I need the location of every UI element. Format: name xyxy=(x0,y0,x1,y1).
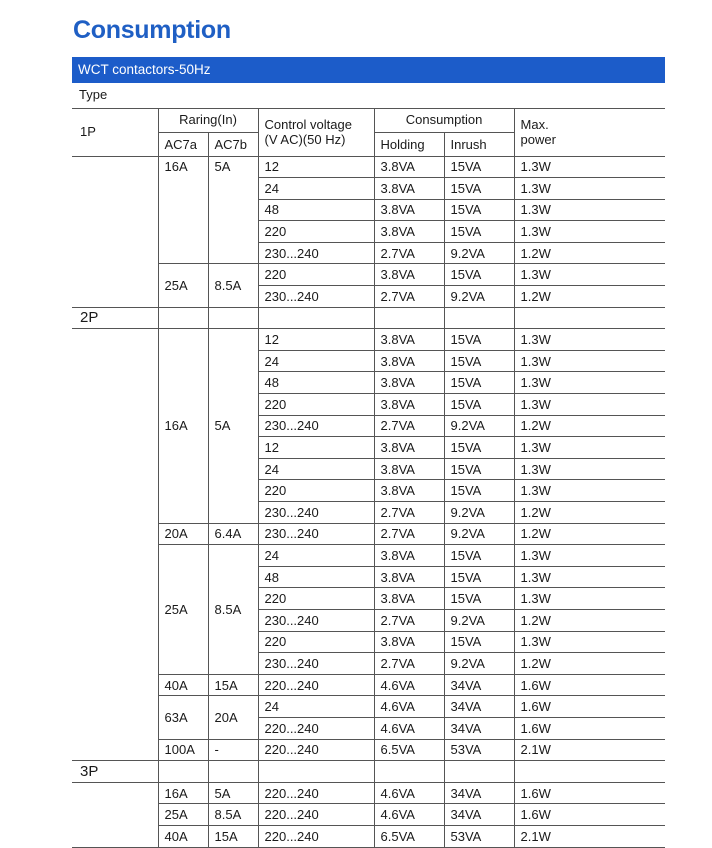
table-row xyxy=(72,156,665,178)
inrush-cell: 15VA xyxy=(444,458,514,480)
control-voltage-cell: 24 xyxy=(258,178,374,200)
max-power-cell: 1.2W xyxy=(514,415,665,437)
holding-cell: 4.6VA xyxy=(374,674,444,696)
holding-cell: 3.8VA xyxy=(374,199,444,221)
pole-spacer-cell xyxy=(72,329,158,761)
holding-cell: 4.6VA xyxy=(374,696,444,718)
holding-cell: 2.7VA xyxy=(374,286,444,308)
inrush-cell: 9.2VA xyxy=(444,502,514,524)
ac7b-cell: 5A xyxy=(208,782,258,804)
ac7b-cell: 8.5A xyxy=(208,804,258,826)
table-row xyxy=(72,264,665,286)
holding-header: Holding xyxy=(374,132,444,156)
inrush-cell: 15VA xyxy=(444,437,514,459)
table-row xyxy=(72,739,665,761)
max-power-cell: 1.3W xyxy=(514,566,665,588)
inrush-header: Inrush xyxy=(444,132,514,156)
ac7b-header: AC7b xyxy=(208,132,258,156)
control-voltage-cell: 220 xyxy=(258,631,374,653)
control-voltage-cell: 230...240 xyxy=(258,415,374,437)
header-row-1 xyxy=(72,108,665,132)
ac7a-cell: 16A xyxy=(158,329,208,523)
control-voltage-header: Control voltage (V AC)(50 Hz) xyxy=(258,108,374,156)
max-power-cell: 1.6W xyxy=(514,717,665,739)
inrush-cell: 9.2VA xyxy=(444,609,514,631)
max-power-cell: 2.1W xyxy=(514,739,665,761)
holding-cell: 2.7VA xyxy=(374,653,444,675)
empty-cell xyxy=(158,307,208,329)
inrush-cell: 15VA xyxy=(444,350,514,372)
consumption-header: Consumption xyxy=(374,108,514,132)
holding-cell: 2.7VA xyxy=(374,609,444,631)
ac7b-cell: 15A xyxy=(208,674,258,696)
table-row xyxy=(72,329,665,351)
control-voltage-cell: 220...240 xyxy=(258,739,374,761)
max-power-cell: 1.2W xyxy=(514,502,665,524)
table-row xyxy=(72,545,665,567)
max-power-cell: 1.3W xyxy=(514,480,665,502)
empty-cell xyxy=(158,761,208,783)
inrush-cell: 15VA xyxy=(444,329,514,351)
max-power-cell: 1.3W xyxy=(514,156,665,178)
holding-cell: 4.6VA xyxy=(374,782,444,804)
holding-cell: 3.8VA xyxy=(374,480,444,502)
table-row xyxy=(72,804,665,826)
ac7a-cell: 100A xyxy=(158,739,208,761)
max-power-cell: 1.2W xyxy=(514,653,665,675)
max-power-cell: 1.3W xyxy=(514,437,665,459)
control-voltage-cell: 24 xyxy=(258,696,374,718)
ac7a-cell: 16A xyxy=(158,782,208,804)
control-voltage-cell: 230...240 xyxy=(258,502,374,524)
holding-cell: 3.8VA xyxy=(374,394,444,416)
holding-cell: 6.5VA xyxy=(374,739,444,761)
table-row xyxy=(72,782,665,804)
control-voltage-cell: 230...240 xyxy=(258,286,374,308)
empty-cell xyxy=(374,307,444,329)
inrush-cell: 15VA xyxy=(444,588,514,610)
holding-cell: 3.8VA xyxy=(374,178,444,200)
empty-cell xyxy=(258,307,374,329)
ac7b-cell: 15A xyxy=(208,825,258,847)
ac7a-cell: 25A xyxy=(158,545,208,675)
holding-cell: 4.6VA xyxy=(374,804,444,826)
max-power-cell: 1.3W xyxy=(514,631,665,653)
inrush-cell: 9.2VA xyxy=(444,286,514,308)
control-voltage-cell: 24 xyxy=(258,545,374,567)
ac7b-cell: 8.5A xyxy=(208,264,258,307)
inrush-cell: 15VA xyxy=(444,372,514,394)
holding-cell: 3.8VA xyxy=(374,566,444,588)
holding-cell: 3.8VA xyxy=(374,545,444,567)
holding-cell: 2.7VA xyxy=(374,502,444,524)
control-voltage-cell: 12 xyxy=(258,156,374,178)
holding-cell: 3.8VA xyxy=(374,588,444,610)
max-power-cell: 1.3W xyxy=(514,588,665,610)
pole-row xyxy=(72,761,665,783)
ac7b-cell: 6.4A xyxy=(208,523,258,545)
holding-cell: 2.7VA xyxy=(374,242,444,264)
holding-cell: 3.8VA xyxy=(374,372,444,394)
holding-cell: 3.8VA xyxy=(374,437,444,459)
control-voltage-cell: 230...240 xyxy=(258,242,374,264)
table-row xyxy=(72,674,665,696)
page-title: Consumption xyxy=(73,16,231,44)
inrush-cell: 15VA xyxy=(444,631,514,653)
empty-cell xyxy=(444,761,514,783)
holding-cell: 3.8VA xyxy=(374,329,444,351)
max-power-cell: 1.3W xyxy=(514,329,665,351)
holding-cell: 3.8VA xyxy=(374,156,444,178)
control-voltage-cell: 24 xyxy=(258,458,374,480)
control-voltage-cell: 48 xyxy=(258,566,374,588)
max-power-cell: 1.3W xyxy=(514,545,665,567)
inrush-cell: 9.2VA xyxy=(444,653,514,675)
ac7a-cell: 25A xyxy=(158,804,208,826)
inrush-cell: 34VA xyxy=(444,674,514,696)
control-voltage-cell: 220 xyxy=(258,394,374,416)
max-power-cell: 1.3W xyxy=(514,458,665,480)
max-power-cell: 1.2W xyxy=(514,286,665,308)
inrush-cell: 34VA xyxy=(444,717,514,739)
rating-header: Raring(In) xyxy=(158,108,258,132)
inrush-cell: 15VA xyxy=(444,199,514,221)
control-voltage-cell: 220...240 xyxy=(258,717,374,739)
control-voltage-cell: 220 xyxy=(258,264,374,286)
section-banner: WCT contactors-50Hz xyxy=(72,57,665,83)
control-voltage-cell: 220...240 xyxy=(258,674,374,696)
inrush-cell: 9.2VA xyxy=(444,242,514,264)
inrush-cell: 9.2VA xyxy=(444,523,514,545)
control-voltage-cell: 220...240 xyxy=(258,825,374,847)
control-voltage-cell: 220 xyxy=(258,588,374,610)
control-voltage-cell: 220 xyxy=(258,221,374,243)
empty-cell xyxy=(374,761,444,783)
inrush-cell: 53VA xyxy=(444,739,514,761)
ac7a-cell: 20A xyxy=(158,523,208,545)
max-power-cell: 1.6W xyxy=(514,674,665,696)
holding-cell: 3.8VA xyxy=(374,458,444,480)
control-voltage-cell: 12 xyxy=(258,437,374,459)
max-power-cell: 1.3W xyxy=(514,264,665,286)
inrush-cell: 15VA xyxy=(444,566,514,588)
inrush-cell: 15VA xyxy=(444,545,514,567)
table-row xyxy=(72,696,665,718)
max-power-cell: 1.3W xyxy=(514,372,665,394)
table-row xyxy=(72,523,665,545)
holding-cell: 3.8VA xyxy=(374,350,444,372)
pole-1p-label: 1P xyxy=(72,108,158,156)
max-power-cell: 1.3W xyxy=(514,394,665,416)
max-power-cell: 1.3W xyxy=(514,221,665,243)
inrush-cell: 15VA xyxy=(444,178,514,200)
control-voltage-cell: 48 xyxy=(258,372,374,394)
ac7b-cell: 8.5A xyxy=(208,545,258,675)
ac7a-cell: 25A xyxy=(158,264,208,307)
inrush-cell: 34VA xyxy=(444,804,514,826)
type-label: Type xyxy=(79,87,108,102)
ac7b-cell: 20A xyxy=(208,696,258,739)
max-power-cell: 1.6W xyxy=(514,782,665,804)
control-voltage-cell: 48 xyxy=(258,199,374,221)
pole-row xyxy=(72,307,665,329)
max-power-cell: 1.6W xyxy=(514,804,665,826)
empty-cell xyxy=(514,307,665,329)
max-power-cell: 1.2W xyxy=(514,523,665,545)
consumption-table-body xyxy=(72,108,665,847)
empty-cell xyxy=(444,307,514,329)
control-voltage-cell: 24 xyxy=(258,350,374,372)
holding-cell: 2.7VA xyxy=(374,523,444,545)
inrush-cell: 15VA xyxy=(444,156,514,178)
control-voltage-cell: 220...240 xyxy=(258,804,374,826)
ac7a-cell: 16A xyxy=(158,156,208,264)
inrush-cell: 53VA xyxy=(444,825,514,847)
holding-cell: 6.5VA xyxy=(374,825,444,847)
ac7a-cell: 40A xyxy=(158,825,208,847)
table-row xyxy=(72,825,665,847)
inrush-cell: 15VA xyxy=(444,264,514,286)
control-voltage-cell: 230...240 xyxy=(258,609,374,631)
ac7a-header: AC7a xyxy=(158,132,208,156)
max-power-cell: 1.6W xyxy=(514,696,665,718)
holding-cell: 4.6VA xyxy=(374,717,444,739)
control-voltage-cell: 220...240 xyxy=(258,782,374,804)
holding-cell: 3.8VA xyxy=(374,264,444,286)
max-power-cell: 2.1W xyxy=(514,825,665,847)
inrush-cell: 34VA xyxy=(444,782,514,804)
inrush-cell: 15VA xyxy=(444,480,514,502)
control-voltage-cell: 12 xyxy=(258,329,374,351)
ac7a-cell: 40A xyxy=(158,674,208,696)
pole-spacer-cell xyxy=(72,156,158,307)
holding-cell: 3.8VA xyxy=(374,631,444,653)
max-power-cell: 1.2W xyxy=(514,609,665,631)
inrush-cell: 34VA xyxy=(444,696,514,718)
control-voltage-cell: 230...240 xyxy=(258,523,374,545)
max-power-cell: 1.3W xyxy=(514,178,665,200)
ac7b-cell: 5A xyxy=(208,329,258,523)
consumption-table xyxy=(72,108,665,848)
pole-label: 2P xyxy=(72,307,158,329)
ac7b-cell: - xyxy=(208,739,258,761)
max-power-cell: 1.3W xyxy=(514,199,665,221)
pole-label: 3P xyxy=(72,761,158,783)
ac7b-cell: 5A xyxy=(208,156,258,264)
max-power-header: Max. power xyxy=(514,108,665,156)
holding-cell: 3.8VA xyxy=(374,221,444,243)
pole-spacer-cell xyxy=(72,782,158,847)
empty-cell xyxy=(208,761,258,783)
holding-cell: 2.7VA xyxy=(374,415,444,437)
max-power-cell: 1.3W xyxy=(514,350,665,372)
empty-cell xyxy=(258,761,374,783)
inrush-cell: 15VA xyxy=(444,221,514,243)
inrush-cell: 9.2VA xyxy=(444,415,514,437)
inrush-cell: 15VA xyxy=(444,394,514,416)
control-voltage-cell: 220 xyxy=(258,480,374,502)
empty-cell xyxy=(514,761,665,783)
ac7a-cell: 63A xyxy=(158,696,208,739)
max-power-cell: 1.2W xyxy=(514,242,665,264)
empty-cell xyxy=(208,307,258,329)
control-voltage-cell: 230...240 xyxy=(258,653,374,675)
